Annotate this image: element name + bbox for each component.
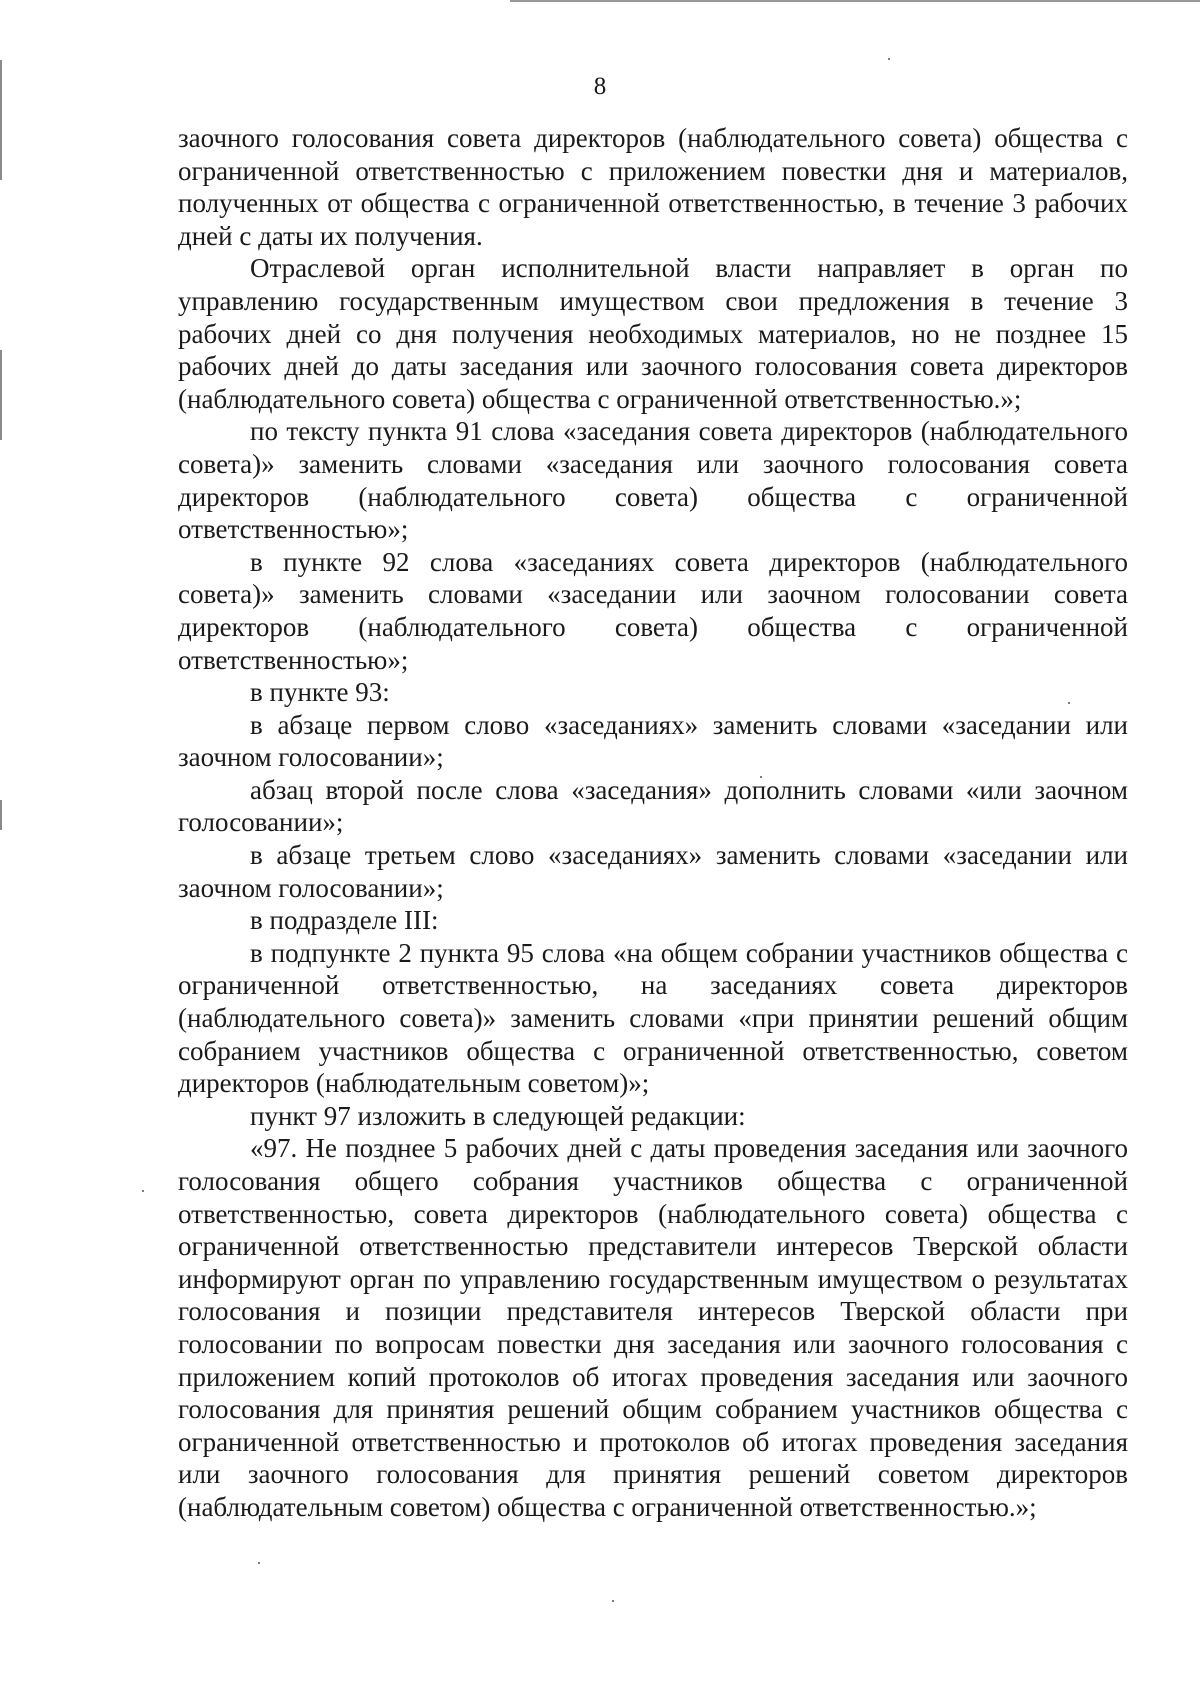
scan-edge-top xyxy=(510,0,1200,2)
scan-edge-left xyxy=(0,800,2,830)
paragraph: в пункте 93: xyxy=(250,677,390,708)
paragraph: в подпункте 2 пункта 95 слова «на общем собрании участников общества с ограниченной ответственностью, на заседаниях совета директоров (наблюдательного совета)» заменить словами «при принятии решений общим собранием участников общества с ограниченной ответственностью, советом директоров (наблюдательным советом)»; xyxy=(178,937,1128,1099)
scan-speck xyxy=(888,58,890,60)
paragraph: «97. Не позднее 5 рабочих дней с даты проведения заседания или заочного голосования общего собрания участников общества с ограниченной ответственностью, совета директоров (наблюдательного совета) общества с ограниченной ответственностью представители интересов Тверской области информируют орган по управлению государственным имуществом о результатах голосования и позиции представителя интересов Тверской области при голосовании по вопросам повестки дня заседания или заочного голосования с приложением копий протоколов об итогах проведения заседания или заочного голосования для принятия решений общим собранием участников общества с ограниченной ответственностью и протоколов об итогах проведения заседания или заочного голосования для принятия решений советом директоров (наблюдательным советом) общества с ограниченной ответственностью.»; xyxy=(178,1133,1128,1522)
document-body xyxy=(178,122,1128,1524)
scan-speck xyxy=(258,1562,260,1564)
paragraph: в абзаце третьем слово «заседаниях» заменить словами «заседании или заочном голосовании»; xyxy=(178,840,1128,903)
paragraph: по тексту пункта 91 слова «заседания совета директоров (наблюдательного совета)» заменить словами «заседания или заочного голосования совета директоров (наблюдательного совета) общества с ограниченной ответственностью»; xyxy=(178,416,1128,545)
scan-speck xyxy=(142,1190,144,1192)
paragraph: в подразделе III: xyxy=(250,905,439,936)
paragraph: пункт 97 изложить в следующей редакции: xyxy=(250,1100,746,1131)
paragraph: абзац второй после слова «заседания» дополнить словами «или заочном голосовании»; xyxy=(178,774,1128,838)
paragraph: в пункте 92 слова «заседаниях совета директоров (наблюдательного совета)» заменить словами «заседании или заочном голосовании совета директоров (наблюдательного совета) общества с ограниченной ответственностью»; xyxy=(178,546,1128,675)
scan-edge-left xyxy=(0,350,2,440)
paragraph: Отраслевой орган исполнительной власти направляет в орган по управлению государственным имуществом свои предложения в течение 3 рабочих дней со дня получения необходимых материалов, но не позднее 15 рабочих дней до даты заседания или заочного голосования совета директоров (наблюдательного совета) общества с ограниченной ответственностью.»; xyxy=(178,253,1128,414)
paragraph: в абзаце первом слово «заседаниях» заменить словами «заседании или заочном голосовании»; xyxy=(178,709,1128,773)
paragraph: заочного голосования совета директоров (наблюдательного совета) общества с ограниченной ответственностью с приложением повестки дня и материалов, полученных от общества с ограниченной ответственностью, в течение 3 рабочих дней с даты их получения. xyxy=(178,123,1128,251)
page-number: 8 xyxy=(593,73,607,100)
scan-speck xyxy=(612,1600,614,1602)
